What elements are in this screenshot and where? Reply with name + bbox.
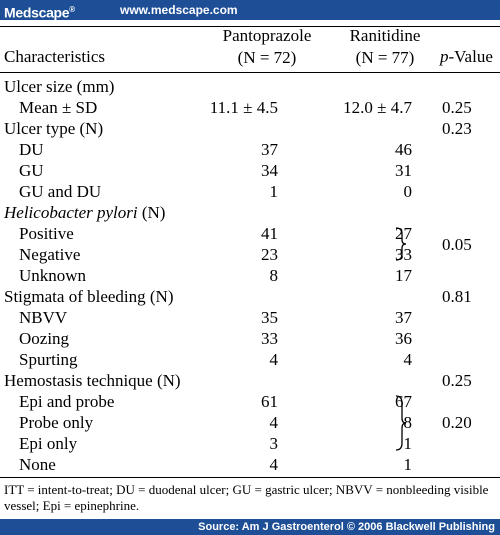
pantoprazole-value: 34	[261, 161, 278, 180]
row-label: Probe only	[19, 413, 94, 432]
source-citation: Source: Am J Gastroenterol © 2006 Blackwell Publishing	[198, 521, 495, 533]
row-label: NBVV	[19, 308, 68, 327]
row-label: GU	[19, 161, 44, 180]
table-row	[0, 265, 500, 287]
h-pylori-p-value: 0.05	[442, 235, 472, 254]
pantoprazole-value: 37	[261, 140, 278, 159]
row-label: Spurting	[19, 350, 78, 369]
ranitidine-value: 0	[403, 182, 412, 201]
pantoprazole-value: 3	[269, 434, 278, 453]
row-label: Unknown	[19, 266, 87, 285]
row-label: GU and DU	[19, 182, 102, 201]
p-value: 0.25	[442, 98, 472, 117]
table-header-rule	[0, 72, 500, 73]
ranitidine-value: 46	[395, 140, 412, 159]
table-row	[0, 97, 500, 119]
table-row	[0, 181, 500, 203]
header-bar	[0, 0, 500, 20]
header-pantoprazole-name: Pantoprazole	[222, 26, 312, 45]
row-label: DU	[19, 140, 44, 159]
row-label	[4, 202, 165, 224]
pantoprazole-value: 41	[261, 224, 278, 243]
ranitidine-value: 17	[395, 266, 412, 285]
row-label: Stigmata of bleeding (N)	[4, 287, 174, 306]
table-row	[0, 433, 500, 455]
site-url-link[interactable]: www.medscape.com	[120, 3, 238, 17]
medscape-logo[interactable]	[4, 1, 75, 22]
p-value: 0.81	[442, 287, 472, 306]
ranitidine-value: 37	[395, 308, 412, 327]
row-label: Ulcer size (mm)	[4, 77, 115, 96]
table-row	[0, 370, 500, 392]
table-row	[0, 349, 500, 371]
row-label-italic: Helicobacter pylori	[4, 203, 138, 222]
row-label: Ulcer type (N)	[4, 119, 104, 138]
pantoprazole-value: 11.1 ± 4.5	[209, 98, 278, 117]
table-row	[0, 202, 500, 224]
table-row	[0, 118, 500, 140]
table-row	[0, 391, 500, 413]
p-value: 0.25	[442, 371, 472, 390]
table-row	[0, 139, 500, 161]
ranitidine-value: 1	[403, 455, 412, 474]
row-label: Mean ± SD	[19, 98, 98, 117]
header-p-italic: p	[440, 47, 449, 66]
table-row	[0, 307, 500, 329]
logo-registered-mark: ®	[69, 5, 75, 14]
pantoprazole-value: 23	[261, 245, 278, 264]
row-label: Positive	[19, 224, 74, 243]
logo-text: Medscape	[4, 4, 70, 21]
pantoprazole-value: 33	[261, 329, 278, 348]
table-footnote: ITT = intent-to-treat; DU = duodenal ulcer; GU = gastric ulcer; NBVV = nonbleeding visible vessel; Epi = epinephrine.	[4, 482, 489, 513]
header-p-value	[440, 46, 493, 68]
header-pantoprazole	[212, 25, 322, 69]
pantoprazole-value: 4	[269, 350, 278, 369]
pantoprazole-value: 8	[269, 266, 278, 285]
hemostasis-p-row	[0, 412, 500, 434]
row-label: Oozing	[19, 329, 70, 348]
ranitidine-value: 12.0 ± 4.7	[343, 98, 412, 117]
table-row	[0, 328, 500, 350]
header-ranitidine-n: (N = 77)	[355, 48, 415, 67]
p-value: 0.23	[442, 119, 472, 138]
ranitidine-value: 1	[403, 434, 412, 453]
row-label: Epi only	[19, 434, 78, 453]
table-row	[0, 76, 500, 98]
ranitidine-value: 27	[395, 224, 412, 243]
header-pantoprazole-n: (N = 72)	[237, 48, 297, 67]
pantoprazole-value: 4	[269, 413, 278, 432]
pantoprazole-value: 35	[261, 308, 278, 327]
hemostasis-p-value: 0.20	[442, 413, 472, 432]
header-characteristics: Characteristics	[4, 47, 106, 66]
pantoprazole-value: 61	[261, 392, 278, 411]
ranitidine-value: 4	[403, 350, 412, 369]
ranitidine-value: 33	[395, 245, 412, 264]
row-label: None	[19, 455, 56, 474]
table-row	[0, 454, 500, 476]
header-ranitidine-name: Ranitidine	[349, 26, 421, 45]
pantoprazole-value: 1	[269, 182, 278, 201]
table-bottom-rule	[0, 477, 500, 478]
ranitidine-value: 8	[403, 413, 412, 432]
row-label-suffix: (N)	[137, 203, 166, 222]
table-row	[0, 160, 500, 182]
table-row	[0, 286, 500, 308]
pantoprazole-value: 4	[269, 455, 278, 474]
row-label: Negative	[19, 245, 81, 264]
ranitidine-value: 36	[395, 329, 412, 348]
ranitidine-value: 67	[395, 392, 412, 411]
ranitidine-value: 31	[395, 161, 412, 180]
header-p-rest: -Value	[448, 47, 493, 66]
h-pylori-p-row	[0, 234, 500, 256]
row-label: Epi and probe	[19, 392, 115, 411]
source-bar	[0, 519, 500, 535]
row-label: Hemostasis technique (N)	[4, 371, 181, 390]
header-ranitidine	[335, 25, 435, 69]
